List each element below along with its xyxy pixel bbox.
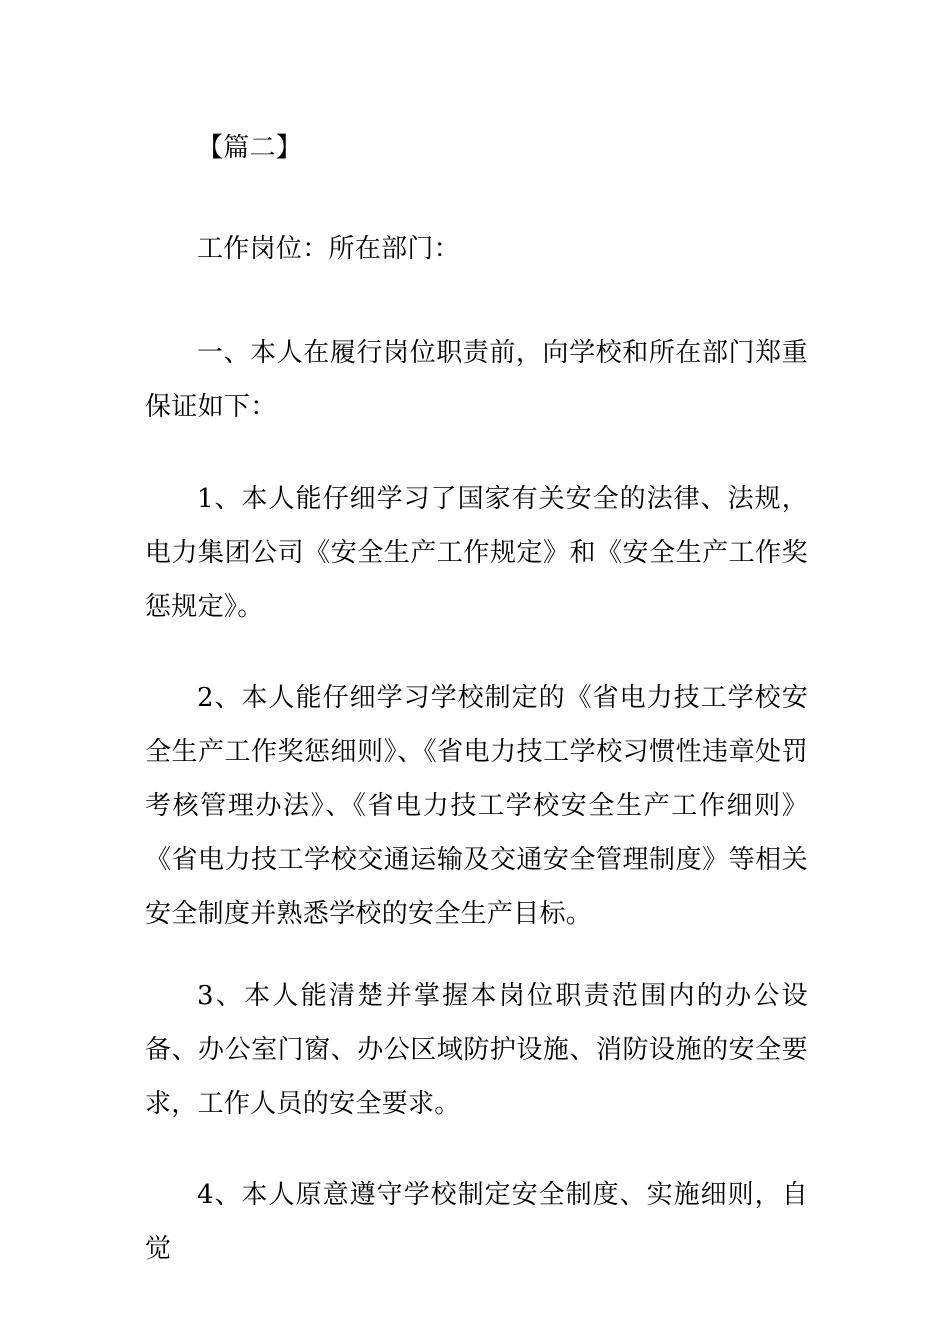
item-paragraph-4: 4、本人原意遵守学校制定安全制度、实施细则，自觉 xyxy=(145,1180,808,1264)
item-paragraph-1: 1、本人能仔细学习了国家有关安全的法律、法规，电力集团公司《安全生产工作规定》和《安全生产工作奖惩规定》。 xyxy=(145,484,808,622)
item-paragraph-3: 3、本人能清楚并掌握本岗位职责范围内的办公设备、办公室门窗、办公区域防护设施、消防设施的安全要求，工作人员的安全要求。 xyxy=(145,981,808,1119)
job-position-line: 工作岗位：所在部门： xyxy=(197,234,461,264)
intro-paragraph: 一、本人在履行岗位职责前，向学校和所在部门郑重保证如下： xyxy=(145,338,808,422)
item-paragraph-2: 2、本人能仔细学习学校制定的《省电力技工学校安全生产工作奖惩细则》、《省电力技工学校习惯性违章处罚考核管理办法》、《省电力技工学校安全生产工作细则》《省电力技工学校交通运输及交通安全管理制度》等相关安全制度并熟悉学校的安全生产目标。 xyxy=(145,683,808,929)
section-title: 【篇二】 xyxy=(197,133,303,163)
